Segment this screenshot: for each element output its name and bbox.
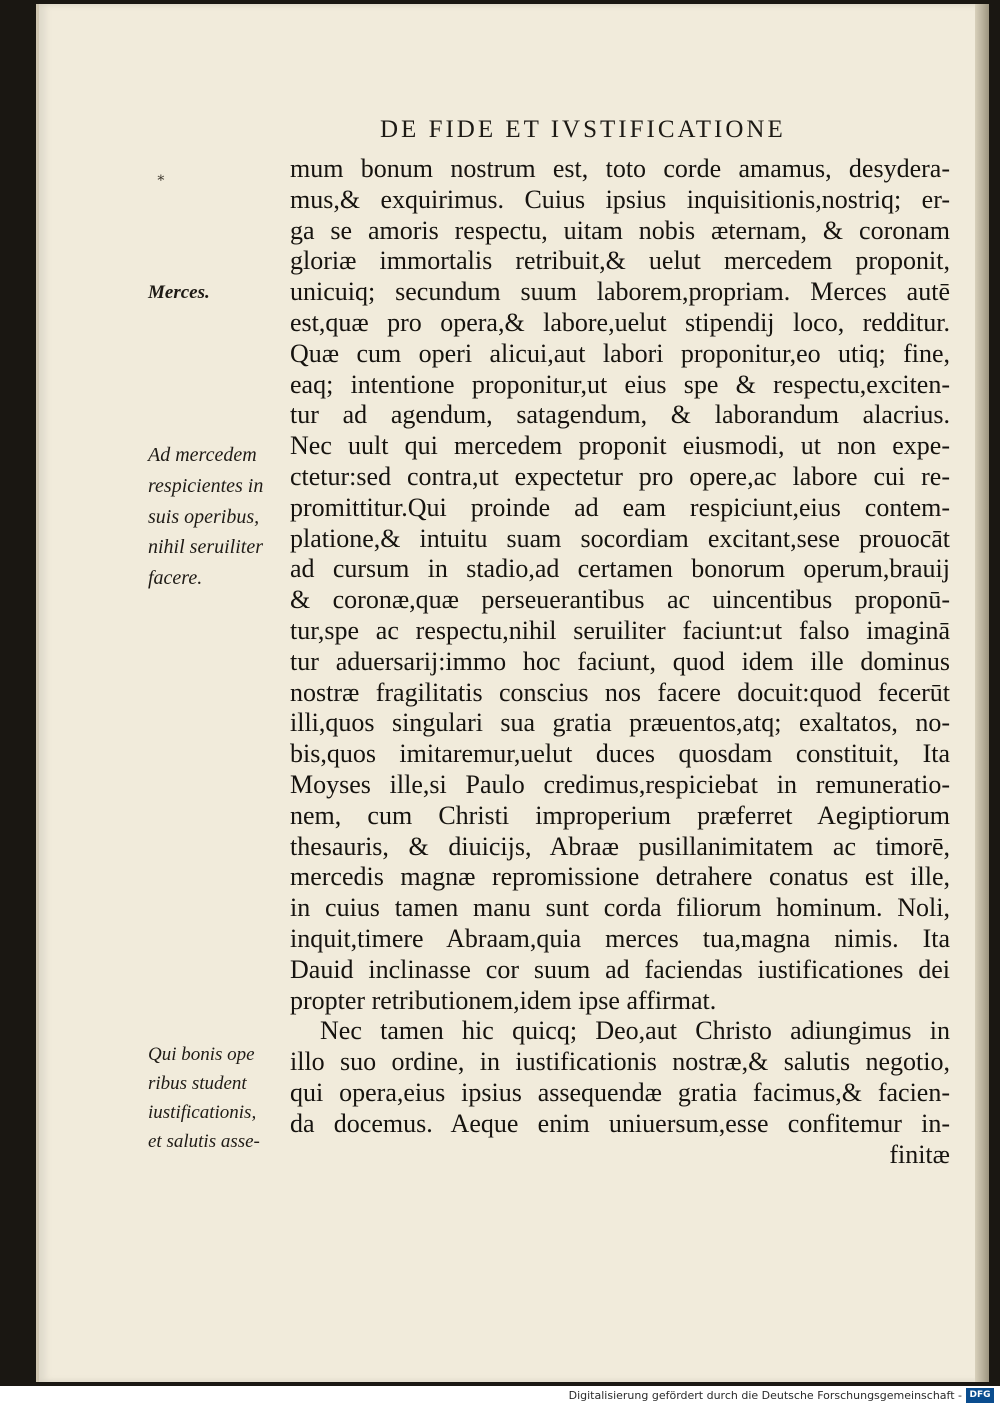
text-line: ga se amoris respectu, uitam nobis æternam, & coronam [290,215,950,245]
running-head: DE FIDE ET IVSTIFICATIONE [380,116,786,143]
text-line: ctetur:sed contra,ut expectetur pro opere,ac labore cui re- [290,461,950,491]
text-line: tur,spe ac respectu,nihil seruiliter faciunt:ut falso imaginā [290,615,950,645]
margin-note-merces [148,278,288,309]
text-line: platione,& intuitu suam socordiam excitant,sese prouocāt [290,523,950,553]
text-line: unicuiq; secundum suum laborem,propriam. Merces autē [290,277,950,307]
text-line: da docemus. Aeque enim uniuersum,esse confitemur in- [290,1108,950,1138]
text-line: thesauris, & diuicijs, Abraæ pusillanimitatem ac timorē, [290,831,950,861]
text-line: mercedis magnæ repromissione detrahere conatus est ille, [290,862,950,892]
margin-note-line: et salutis asse- [148,1131,260,1152]
margin-note-line: facere. [148,567,203,590]
margin-note-line: nihil seruiliter [148,536,263,559]
text-line: propter retributionem,idem ipse affirmat. [290,985,717,1015]
margin-note-line: Ad mercedem [148,444,257,466]
text-line: promittitur.Qui proinde ad eam respiciunt,eius contem- [290,492,950,522]
margin-note-line: iustificationis, [148,1102,257,1123]
text-line: mus,& exquirimus. Cuius ipsius inquisitionis,nostriq; er- [290,184,950,214]
body-text [290,154,950,1170]
text-line: gloriæ immortalis retribuit,& uelut mercedem proponit, [290,246,950,276]
text-line: bis,quos imitaremur,uelut duces quosdam constituit, Ita [290,739,950,769]
text-line: nostræ fragilitatis conscius nos facere docuit:quod fecerūt [290,677,950,707]
dfg-logo[interactable]: DFG [966,1388,994,1403]
funding-notice: Digitalisierung gefördert durch die Deutsche Forschungsgemeinschaft - [568,1389,962,1402]
margin-note-qui-bonis [148,1040,288,1156]
text-line: qui opera,eius ipsius assequendæ gratia facimus,& facien- [290,1077,950,1107]
footer-bar [0,1386,1000,1407]
text-line: illi,quos singulari sua gratia præuentos,atq; exaltatos, no- [290,708,950,738]
text-line: tur aduersarij:immo hoc faciunt, quod idem ille dominus [290,646,950,676]
text-line: eaq; intentione proponitur,ut eius spe & respectu,exciten- [290,369,950,399]
margin-note-line: Qui bonis ope [148,1044,255,1065]
text-line: illo suo ordine, in iustificationis nostræ,& salutis negotio, [290,1047,950,1077]
text-line: & coronæ,quæ perseuerantibus ac uincentibus proponū- [290,585,950,615]
text-line: Quæ cum operi alicui,aut labori proponitur,eo utiq; fine, [290,338,950,368]
margin-note-line: ribus student [148,1073,247,1094]
ornament-mark: ∗ [156,171,166,186]
text-line: Moyses ille,si Paulo credimus,respiciebat in remuneratio- [290,769,950,799]
text-line: Nec tamen hic quicq; Deo,aut Christo adiungimus in [320,1016,950,1046]
text-line: mum bonum nostrum est, toto corde amamus, desydera- [290,154,950,183]
text-line: est,quæ pro opera,& labore,uelut stipendij loco, redditur. [290,307,950,337]
margin-note-line: respicientes in [148,474,264,497]
text-line: nem, cum Christi improperium præferret Aegiptiorum [290,800,950,830]
page-edge [975,4,989,1382]
margin-note-ad-mercedem [148,440,288,594]
text-line: tur ad agendum, satagendum, & laborandum alacrius. [290,400,950,430]
text-line: inquit,timere Abraam,quia merces tua,magna nimis. Ita [290,923,950,953]
text-line: Nec uult qui mercedem proponit eiusmodi, ut non expe- [290,431,950,461]
text-line: ad cursum in stadio,ad certamen bonorum operum,brauij [290,554,950,584]
margin-note-line: suis operibus, [148,505,260,528]
catchword: finitæ [889,1139,950,1169]
text-line: in cuius tamen manu sunt corda filiorum hominum. Noli, [290,893,950,923]
text-line: Dauid inclinasse cor suum ad faciendas iustificationes dei [290,954,950,984]
margin-note-line: Merces. [148,282,210,303]
